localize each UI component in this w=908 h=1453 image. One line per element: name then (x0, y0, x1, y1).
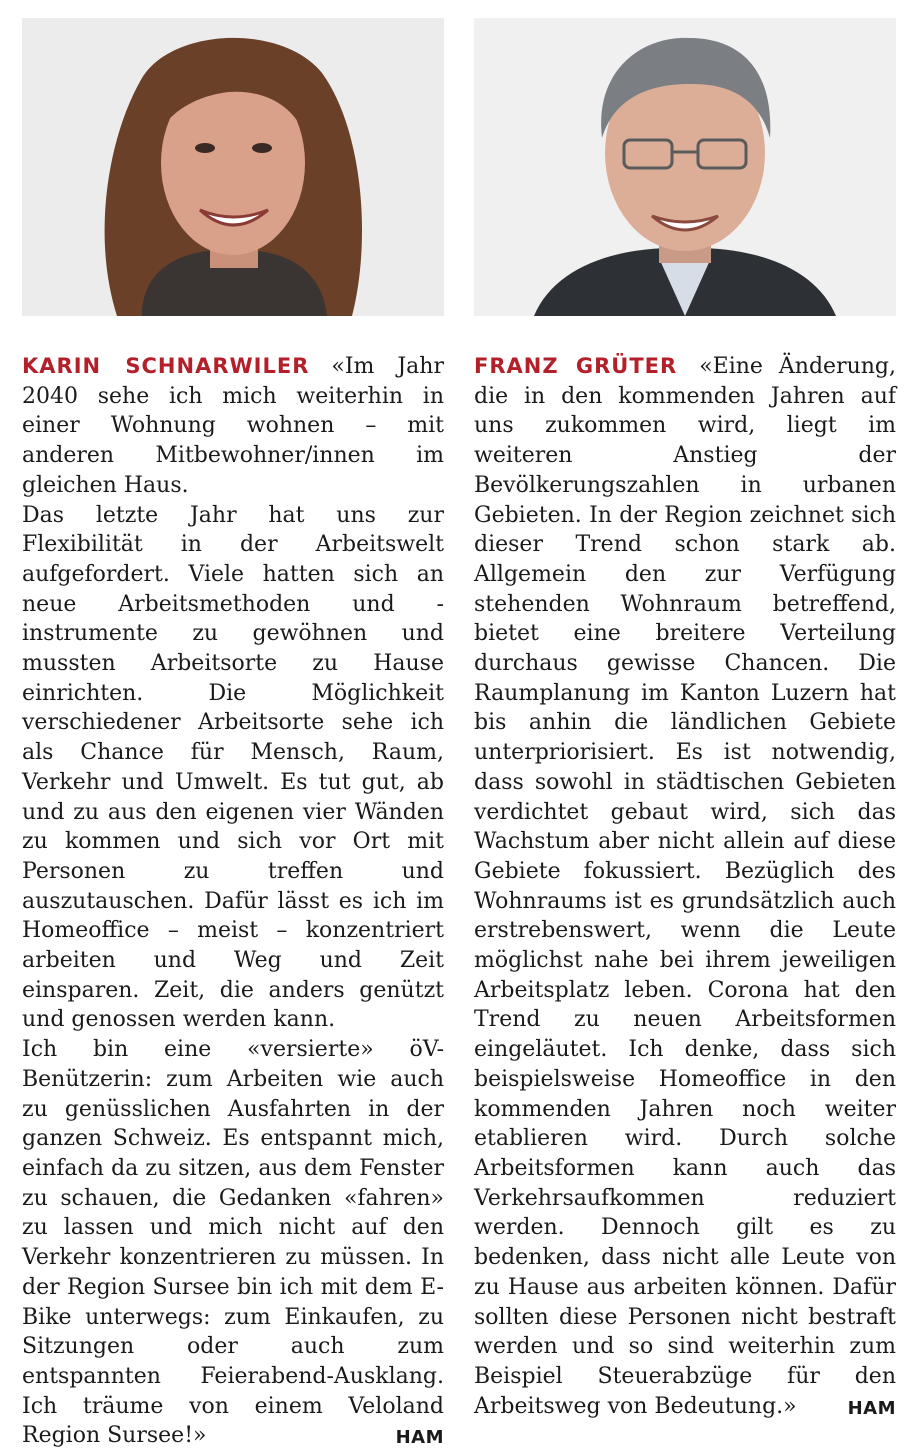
author-signature: HAM (395, 1427, 444, 1449)
person-name: KARIN SCHNARWILER (22, 354, 310, 378)
author-signature: HAM (847, 1397, 896, 1419)
paragraph-text: «Im Jahr 2040 sehe ich mich weiterhin in einer Wohnung wohnen – mit anderen Mitbewohner/innen im gleichen Haus. (22, 354, 444, 498)
portrait-photo-karin-schnarwiler (22, 18, 444, 316)
portrait-man-image (474, 18, 896, 316)
paragraph (22, 352, 444, 501)
paragraph-text: Ich bin eine «versierte» öV-Benützerin: zum Arbeiten wie auch zu genüsslichen Ausfahrten in der ganzen Schweiz. Es entspannt mich, einfach da zu sitzen, aus dem Fenster zu schauen, die Gedanken «fahren» zu lassen und mich nicht auf den Verkehr konzentrieren zu müssen. In der Region Sursee bin ich mit dem E-Bike unterwegs: zum Einkaufen, zu Sitzungen oder auch zum entspannten Feierabend-Ausklang. Ich träume von einem Veloland Region Sursee!» (22, 1037, 444, 1449)
paragraph (22, 1035, 444, 1451)
portrait-woman-image (22, 18, 444, 316)
paragraph-text: «Eine Änderung, die in den kommenden Jahren auf uns zukommen wird, liegt im weiteren Anstieg der Bevölkerungszahlen in urbanen Gebieten. In der Region zeichnet sich dieser Trend schon stark ab. Allgemein den zur Verfügung stehenden Wohnraum betreffend, bietet eine breitere Verteilung durchaus gewisse Chancen. Die Raumplanung im Kanton Luzern hat bis anhin die ländlichen Gebiete unterpriorisiert. Es ist notwendig, dass sowohl in städtischen Gebieten verdichtet gebaut wird, sich das Wachstum aber nicht allein auf diese Gebiete fokussiert. Bezüglich des Wohnraums ist es grundsätzlich auch erstrebenswert, wenn die Leute möglichst nahe bei ihrem jeweiligen Arbeitsplatz leben. Corona hat den Trend zu neuen Arbeitsformen eingeläutet. Ich denke, dass sich beispielsweise Homeoffice in den kommenden Jahren noch weiter etablieren wird. Durch solche Arbeitsformen kann auch das Verkehrsaufkommen reduziert werden. Dennoch gilt es zu bedenken, dass nicht alle Leute von zu Hause aus arbeiten können. Dafür sollten diese Personen nicht bestraft werden und so sind weiterhin zum Beispiel Steuerabzüge für den Arbeitsweg von Bedeutung.» (474, 354, 897, 1419)
article-text-left (22, 352, 444, 1451)
person-name: FRANZ GRÜTER (474, 354, 678, 378)
column-karin-schnarwiler (22, 18, 444, 1453)
paragraph (474, 352, 896, 1421)
column-franz-grueter (474, 18, 896, 1423)
portrait-photo-franz-grueter (474, 18, 896, 316)
article-text-right (474, 352, 896, 1421)
paragraph: Das letzte Jahr hat uns zur Flexibilität in der Arbeitswelt aufgefordert. Viele hatten sich an neue Arbeitsmethoden und -instrumente zu gewöhnen und mussten Arbeitsorte zu Hause einrichten. Die Möglichkeit verschiedener Arbeitsorte sehe ich als Chance für Mensch, Raum, Verkehr und Umwelt. Es tut gut, ab und zu aus den eigenen vier Wänden zu kommen und sich vor Ort mit Personen zu treffen und auszutauschen. Dafür lässt es ich im Homeoffice – meist – konzentriert arbeiten und Weg und Zeit einsparen. Zeit, die anders genützt und genossen werden kann. (22, 502, 444, 1033)
